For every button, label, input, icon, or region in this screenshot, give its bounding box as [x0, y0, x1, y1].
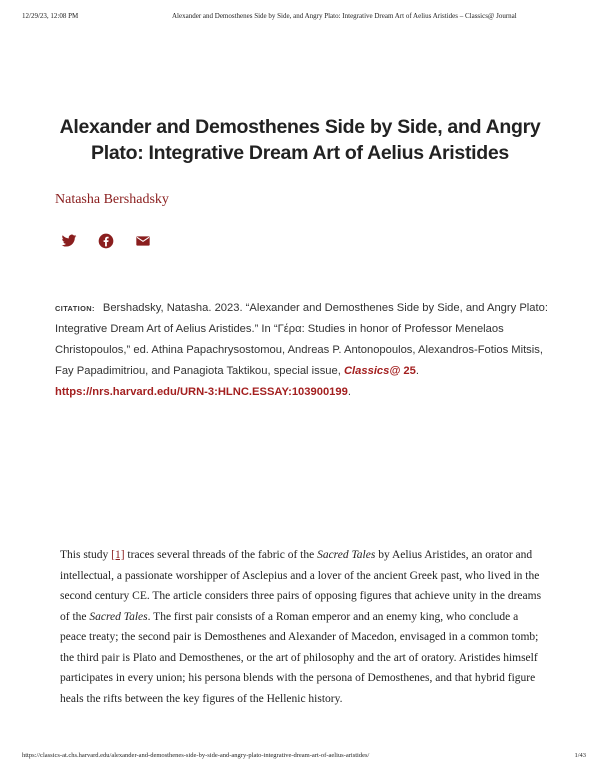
work-title: Sacred Tales [89, 610, 148, 623]
footnote-link[interactable]: [1] [111, 549, 125, 561]
page-number: 1/43 [574, 752, 586, 759]
doi-link[interactable]: https://nrs.harvard.edu/URN-3:HLNC.ESSAY:103900199 [55, 386, 348, 398]
citation-separator: . [415, 365, 419, 377]
citation-end: . [347, 386, 351, 398]
body-text: traces several threads of the fabric of the [127, 549, 315, 561]
journal-volume-link[interactable]: 25 [403, 365, 416, 377]
print-datetime: 12/29/23, 12:08 PM [22, 12, 79, 20]
article-title: Alexander and Demosthenes Side by Side, and Angry Plato: Integrative Dream Art of Aelius Aristides [59, 116, 541, 164]
journal-link[interactable]: Classics@ [343, 365, 401, 377]
body-text: . The first pair consists of a Roman emperor and an enemy king, who conclude a peace treaty; the second pair is Demosthenes and Alexander of Macedon, envisaged in a common tomb; the third pair is Plato and Demosthenes, or the art of philosophy and the art of oratory. Aristides himself participates in every union; his persona blends with the persona of Demosthenes, and that hybrid figure heals the rifts between the key figures of the Hellenic history. [60, 610, 539, 705]
citation-label: CITATION: [55, 304, 95, 313]
print-page-title: Alexander and Demosthenes Side by Side, and Angry Plato: Integrative Dream Art of Aelius Aristides – Classics@ Journal [172, 12, 517, 20]
body-text: This study [60, 549, 109, 561]
print-url: https://classics-at.chs.harvard.edu/alexander-and-demosthenes-side-by-side-and-angry-plato-integrative-dream-art-of-aelius-aristides/ [22, 752, 370, 759]
citation-text: Bershadsky, Natasha. 2023. “Alexander and Demosthenes Side by Side, and Angry Plato: Integrative Dream Art of Aelius Aristides.” In “Γέρα: Studies in honor of Professor Menelaos Christopoulos,” ed. Athina Papachrysostomou, Andreas P. Antonopoulos, Alexandros-Fotios Mitsis, Fay Papadimitriou, and Panagiota Taktikou, special issue, [55, 302, 548, 377]
abstract-paragraph [60, 545, 546, 709]
body-text: by Aelius Aristides, an orator and intellectual, a passionate worshipper of Asclepius and a lover of the ancient Greek past, who lived in the second century CE. The article considers three pairs of opposing figures that achieve unity in the dreams of the [60, 549, 542, 623]
author-link[interactable]: Natasha Bershadsky [55, 192, 169, 207]
citation-block [55, 298, 555, 403]
twitter-icon[interactable] [61, 233, 77, 249]
print-header [22, 12, 586, 24]
print-footer [22, 752, 586, 764]
share-bar [61, 233, 151, 249]
email-icon[interactable] [135, 233, 151, 249]
facebook-icon[interactable] [98, 233, 114, 249]
work-title: Sacred Tales [317, 549, 376, 561]
